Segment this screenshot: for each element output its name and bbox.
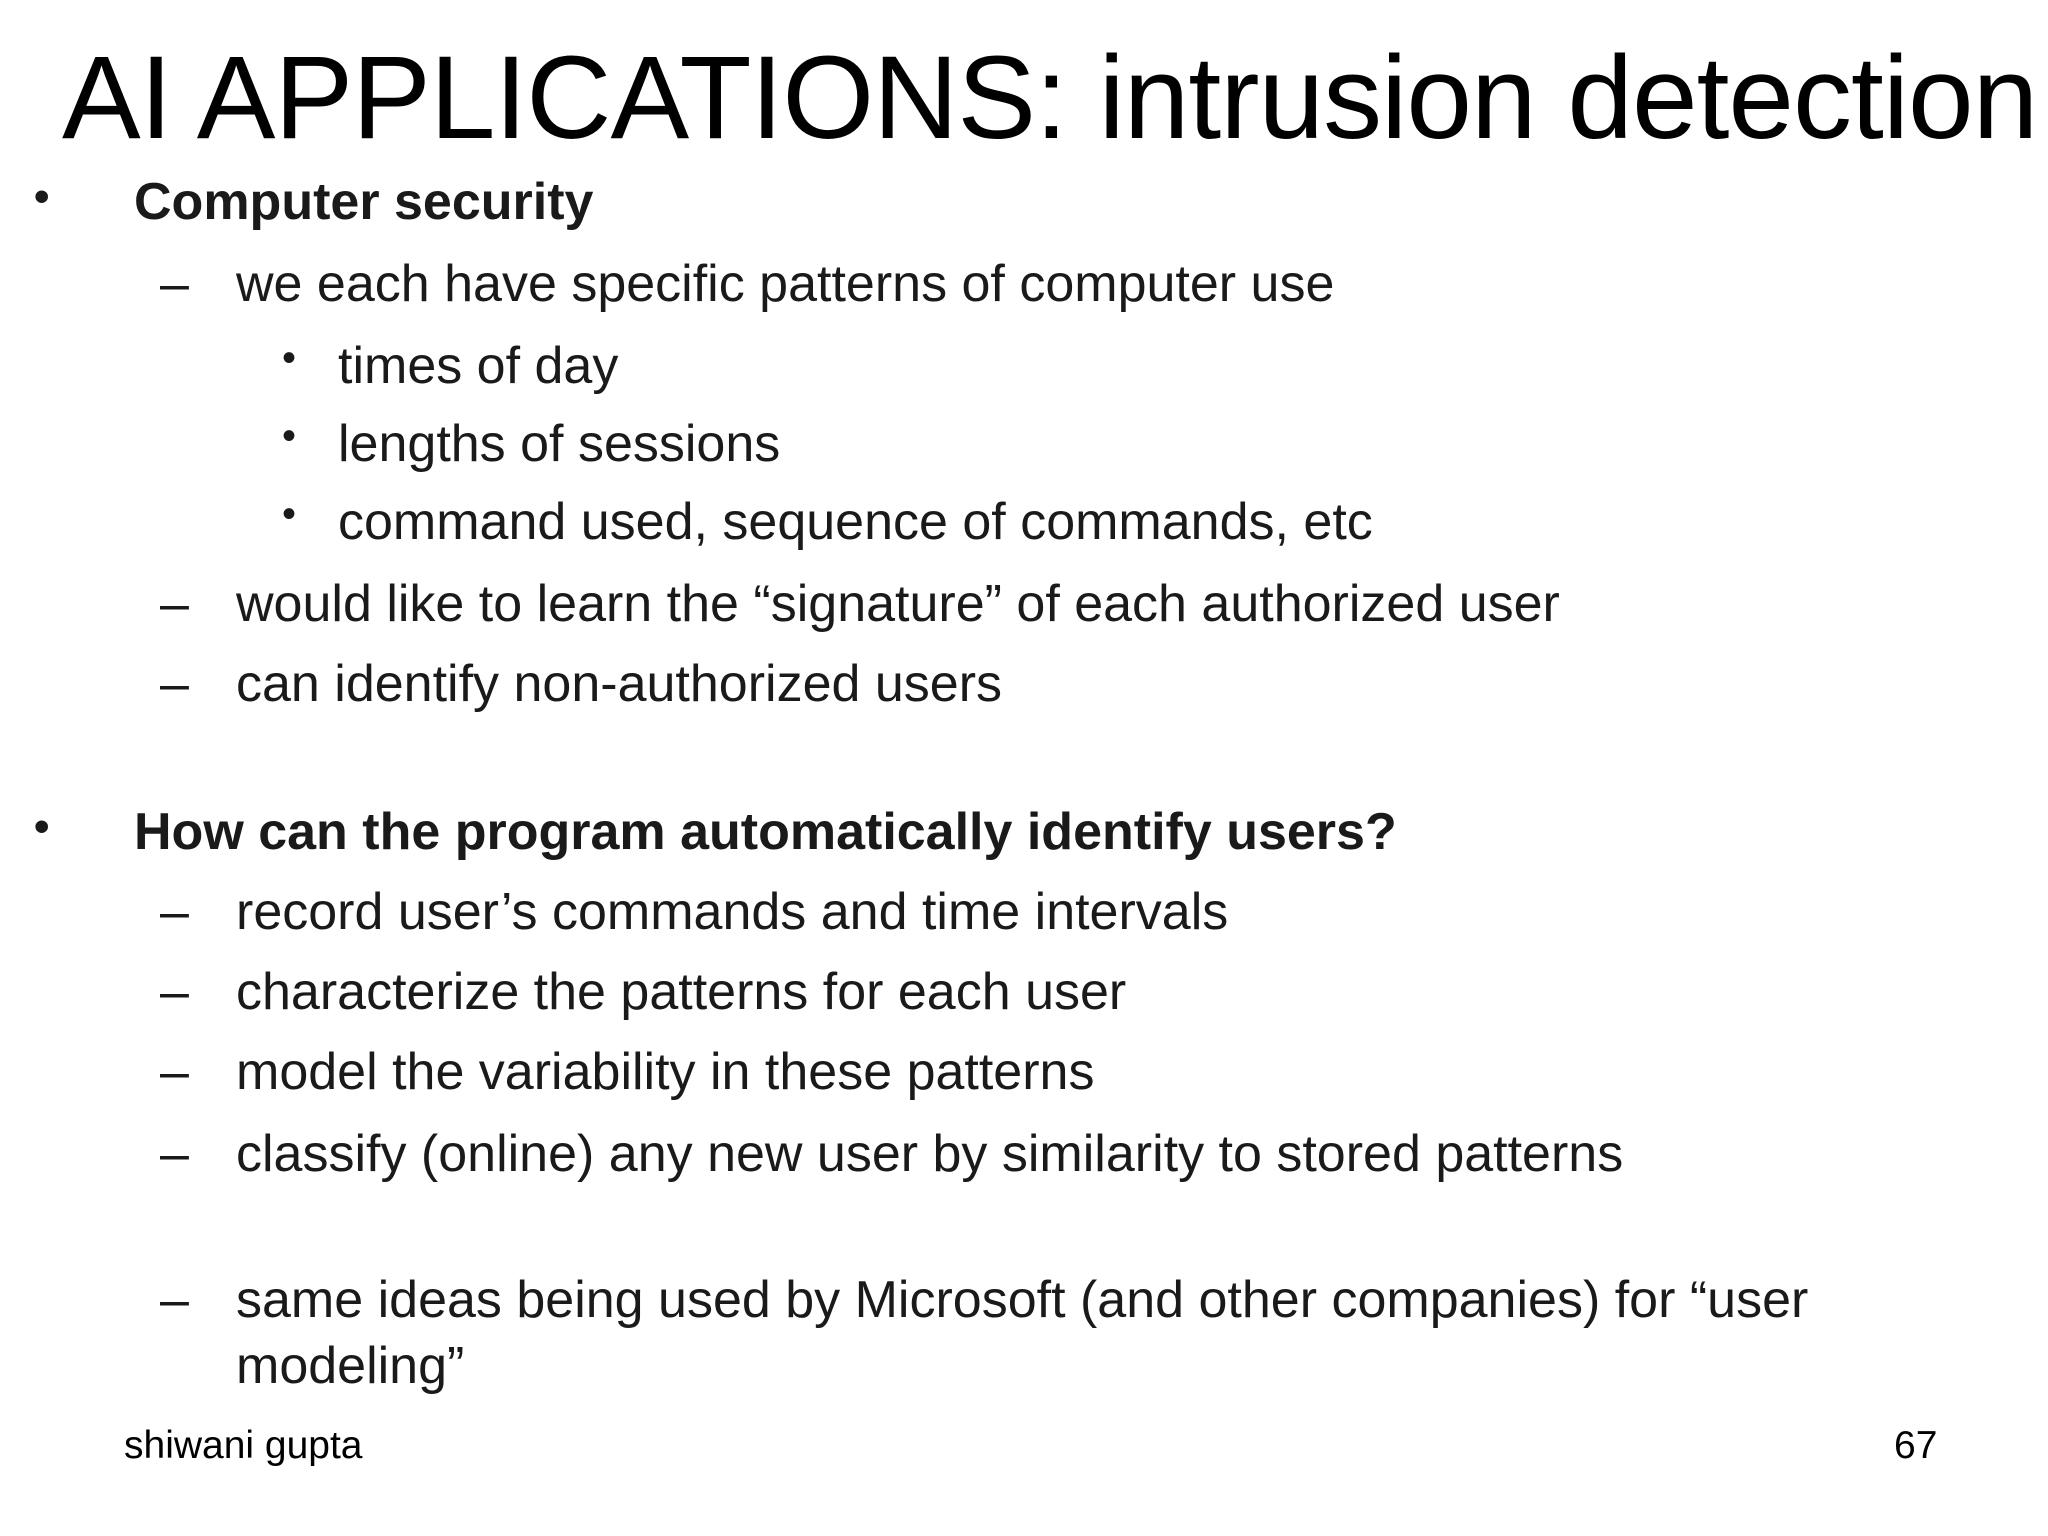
dash-marker: –: [160, 1043, 189, 1101]
dash-marker: –: [160, 575, 189, 633]
dash-marker: –: [160, 1125, 189, 1183]
sub-item: [160, 1270, 1809, 1330]
sub-item-text: modeling”: [236, 1337, 465, 1395]
sub-item: [160, 1124, 1624, 1184]
bullet-marker: •: [34, 172, 50, 221]
sub-item: [160, 654, 1003, 714]
sub-item: [160, 882, 1229, 942]
sub-sub-item: [282, 492, 1373, 552]
sub-item-text: model the variability in these patterns: [236, 1043, 1095, 1101]
dash-marker: –: [160, 655, 189, 713]
bullet-marker: •: [282, 414, 297, 458]
sub-sub-item: [282, 414, 781, 474]
bullet-marker: •: [34, 802, 50, 851]
sub-item-text: same ideas being used by Microsoft (and other companies) for “user: [236, 1271, 1809, 1329]
sub-item-text: record user’s commands and time intervals: [236, 883, 1229, 941]
bullet-item-identify-users: [34, 802, 1397, 862]
bullet-item-computer-security: [34, 172, 594, 232]
sub-sub-item-text: lengths of sessions: [338, 415, 781, 473]
sub-item: [160, 574, 1560, 634]
bullet-text: Computer security: [134, 173, 594, 231]
sub-item-text: can identify non-authorized users: [236, 655, 1003, 713]
sub-item: [160, 1042, 1095, 1102]
dash-marker: –: [160, 255, 189, 313]
dash-marker: –: [160, 963, 189, 1021]
sub-item-text: would like to learn the “signature” of each authorized user: [236, 575, 1560, 633]
sub-sub-item: [282, 336, 619, 396]
sub-sub-item-text: times of day: [338, 337, 619, 395]
dash-marker: –: [160, 883, 189, 941]
dash-marker: –: [160, 1271, 189, 1329]
bullet-marker: •: [282, 492, 297, 536]
sub-item: [160, 254, 1335, 314]
footer-author: shiwani gupta: [124, 1424, 363, 1467]
sub-item-text: characterize the patterns for each user: [236, 963, 1127, 1021]
sub-item: [160, 962, 1127, 1022]
bullet-marker: •: [282, 336, 297, 380]
sub-sub-item-text: command used, sequence of commands, etc: [338, 493, 1373, 551]
bullet-text: How can the program automatically identify users?: [134, 803, 1397, 861]
slide-title: AI APPLICATIONS: intrusion detection: [62, 32, 2038, 164]
sub-item-text: we each have specific patterns of computer use: [236, 255, 1335, 313]
sub-item-text: classify (online) any new user by similarity to stored patterns: [236, 1125, 1624, 1183]
page-number: 67: [1894, 1424, 1938, 1467]
sub-item-continuation: [236, 1336, 464, 1396]
